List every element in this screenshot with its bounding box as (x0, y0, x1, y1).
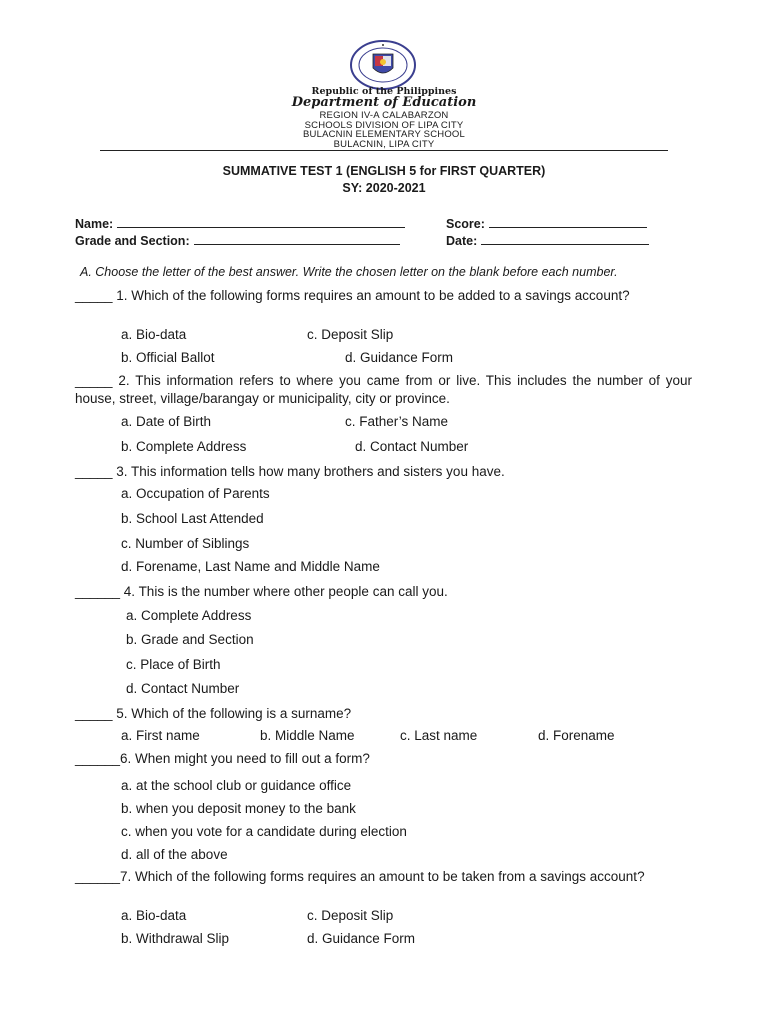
q2-option-d: d. Contact Number (355, 439, 469, 454)
question-1: _____ 1. Which of the following forms requires an amount to be added to a savings account? (75, 288, 630, 303)
q6-option-b: b. when you deposit money to the bank (121, 801, 356, 816)
grade-section-blank[interactable] (194, 232, 400, 245)
date-field[interactable] (446, 232, 649, 248)
q7-option-c: c. Deposit Slip (307, 908, 394, 923)
q3-option-c: c. Number of Siblings (121, 536, 250, 551)
division-line: SCHOOLS DIVISION OF LIPA CITY (304, 120, 464, 131)
score-field[interactable] (446, 215, 647, 231)
question-5: _____ 5. Which of the following is a surname? (75, 706, 352, 721)
q7-option-a: a. Bio-data (121, 908, 187, 923)
date-blank[interactable] (481, 232, 649, 245)
q4-option-c: c. Place of Birth (126, 657, 221, 672)
q5-option-b: b. Middle Name (260, 728, 355, 743)
question-4: ______ 4. This is the number where other people can call you. (75, 584, 448, 599)
score-label: Score: (446, 217, 485, 231)
q7-option-d: d. Guidance Form (307, 931, 416, 946)
q7-option-b: b. Withdrawal Slip (121, 931, 230, 946)
department-line: Department of Education (291, 95, 477, 110)
grade-section-label: Grade and Section: (75, 234, 190, 248)
score-blank[interactable] (489, 215, 647, 228)
test-title: SUMMATIVE TEST 1 (ENGLISH 5 for FIRST QUARTER) (222, 164, 546, 178)
q6-option-a: a. at the school club or guidance office (121, 778, 352, 793)
q4-option-d: d. Contact Number (126, 681, 240, 696)
q6-option-d: d. all of the above (121, 847, 228, 862)
date-label: Date: (446, 234, 478, 248)
q2-option-c: c. Father’s Name (345, 414, 449, 429)
q5-option-c: c. Last name (400, 728, 478, 743)
name-blank[interactable] (117, 215, 405, 228)
question-3: _____ 3. This information tells how many brothers and sisters you have. (75, 464, 505, 479)
q3-option-b: b. School Last Attended (121, 511, 264, 526)
grade-section-field[interactable] (75, 232, 400, 248)
q5-option-a: a. First name (121, 728, 200, 743)
q3-option-a: a. Occupation of Parents (121, 486, 270, 501)
q1-option-d: d. Guidance Form (345, 350, 454, 365)
q1-option-a: a. Bio-data (121, 327, 187, 342)
q4-option-a: a. Complete Address (126, 608, 252, 623)
q2-option-b: b. Complete Address (121, 439, 247, 454)
question-6: ______6. When might you need to fill out a form? (75, 751, 370, 766)
q4-option-b: b. Grade and Section (126, 632, 254, 647)
instruction-text: A. Choose the letter of the best answer. Write the chosen letter on the blank before each number. (80, 265, 618, 279)
q1-option-b: b. Official Ballot (121, 350, 215, 365)
q2-option-a: a. Date of Birth (121, 414, 212, 429)
school-year: SY: 2020-2021 (342, 181, 426, 195)
republic-line: Republic of the Philippines (311, 86, 457, 97)
address-line: BULACNIN, LIPA CITY (333, 139, 435, 150)
header-divider (100, 150, 668, 151)
name-label: Name: (75, 217, 114, 231)
question-7: ______7. Which of the following forms requires an amount to be taken from a savings account? (75, 869, 645, 884)
name-field[interactable] (75, 215, 405, 231)
q3-option-d: d. Forename, Last Name and Middle Name (121, 559, 380, 574)
region-line: REGION IV-A CALABARZON (319, 110, 449, 121)
q5-option-d: d. Forename (538, 728, 615, 743)
question-2: _____ 2. This information refers to where you came from or live. This includes the number of your house, street, village/barangay or municipality, city or province. (75, 373, 692, 406)
q6-option-c: c. when you vote for a candidate during election (121, 824, 407, 839)
deped-seal-logo (349, 40, 417, 90)
school-line: BULACNIN ELEMENTARY SCHOOL (303, 129, 465, 140)
q1-option-c: c. Deposit Slip (307, 327, 394, 342)
